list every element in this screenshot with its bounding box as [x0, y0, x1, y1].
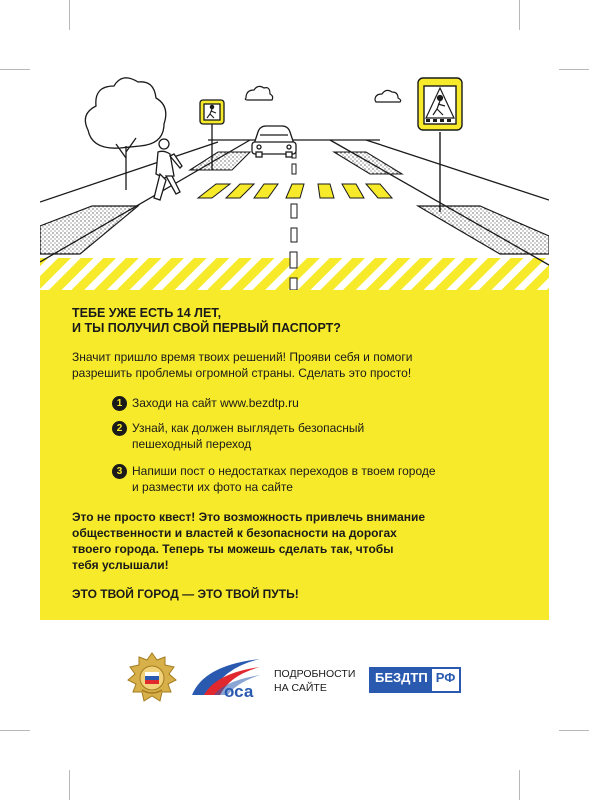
cloud-icon	[245, 86, 272, 100]
headline-line: ТЕБЕ УЖЕ ЕСТЬ 14 ЛЕТ,	[72, 306, 222, 320]
crop-mark	[559, 69, 589, 70]
step-number-icon: 2	[112, 421, 127, 436]
bezdtp-logo-main: БЕЗДТП	[371, 669, 432, 691]
crop-mark	[559, 730, 589, 731]
crop-mark	[0, 69, 30, 70]
crop-mark	[69, 770, 70, 800]
more-info-label	[274, 667, 355, 695]
sidewalk-left-near	[40, 206, 138, 254]
intro-line: разрешить проблемы огромной страны. Сделать это просто!	[72, 366, 412, 380]
sidewalk-left-far	[190, 152, 250, 170]
intro-line: Значит пришло время твоих решений! Прояви себя и помоги	[72, 350, 413, 364]
sidewalk-right-near	[418, 206, 549, 254]
call-line: Это не просто квест! Это возможность привлечь внимание	[72, 510, 426, 524]
step-text: пешеходный переход	[132, 437, 252, 451]
call-line: тебя услышали!	[72, 558, 169, 572]
sidewalk-right-far	[334, 152, 402, 174]
partner-logo-icon	[190, 655, 262, 701]
traffic-police-emblem-icon	[124, 650, 180, 706]
call-to-action	[72, 509, 522, 573]
zebra-crossing	[198, 184, 392, 198]
step-text: Узнай, как должен выглядеть безопасный	[132, 421, 365, 435]
intro-text	[72, 349, 512, 381]
more-info-line: ПОДРОБНОСТИ	[274, 668, 356, 680]
step-text: и размести их фото на сайте	[132, 480, 293, 494]
crosswalk-sign-right	[418, 78, 462, 212]
call-line: твоего города. Теперь ты можешь сделать так, чтобы	[72, 542, 394, 556]
crop-mark	[69, 0, 70, 30]
more-info-line: НА САЙТЕ	[274, 682, 327, 694]
crop-mark	[0, 730, 30, 731]
headline-line: И ТЫ ПОЛУЧИЛ СВОЙ ПЕРВЫЙ ПАСПОРТ?	[72, 321, 341, 335]
car-icon	[252, 126, 296, 157]
bezdtp-logo-suffix: РФ	[432, 669, 460, 691]
bezdtp-logo[interactable]	[369, 667, 461, 693]
crop-mark	[519, 770, 520, 800]
step-text: Заходи на сайт www.bezdtp.ru	[132, 396, 299, 410]
step-text: Напиши пост о недостатках переходов в твоем городе	[132, 464, 436, 478]
crop-mark	[519, 0, 520, 30]
street-illustration	[40, 40, 549, 290]
cloud-icon	[375, 90, 401, 102]
step-number-icon: 3	[112, 464, 127, 479]
partner-logo-text: оса	[224, 682, 254, 701]
headline	[72, 306, 512, 336]
call-line: общественности и властей к безопасности на дорогах	[72, 526, 397, 540]
tree-icon	[85, 78, 165, 190]
pedestrian-icon	[154, 139, 182, 200]
slogan: ЭТО ТВОЙ ГОРОД — ЭТО ТВОЙ ПУТЬ!	[72, 587, 299, 601]
step-number-icon: 1	[112, 396, 127, 411]
road-edge-left-outer	[40, 142, 218, 202]
